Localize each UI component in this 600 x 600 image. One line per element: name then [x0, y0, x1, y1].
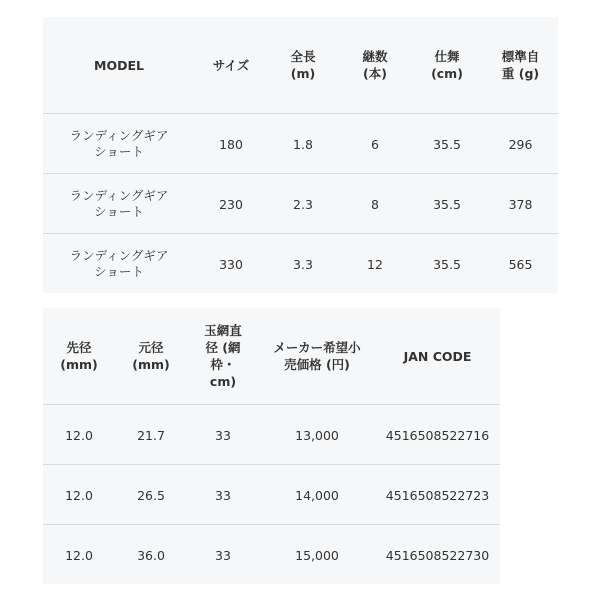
closed-length-cell: 35.5 — [433, 136, 461, 152]
model-link[interactable]: ランディングギア ショート — [69, 248, 169, 279]
table-row — [43, 404, 500, 465]
spec-table-main-header — [43, 17, 558, 113]
net-frame-cell: 33 — [215, 427, 231, 443]
weight-cell: 378 — [508, 196, 533, 212]
price-cell: 15,000 — [295, 547, 339, 563]
header-net-frame-diameter: 玉網直 径 (網 枠・ cm) — [204, 323, 242, 389]
header-pieces: 継数 (本) — [362, 49, 388, 81]
header-weight: 標準自 重 (g) — [501, 49, 540, 81]
header-size: サイズ — [212, 57, 250, 73]
table-row — [43, 113, 558, 174]
tip-diameter-cell: 12.0 — [65, 427, 93, 443]
weight-cell: 565 — [508, 256, 533, 272]
pieces-cell: 12 — [367, 256, 383, 272]
tip-diameter-cell: 12.0 — [65, 547, 93, 563]
net-frame-cell: 33 — [215, 547, 231, 563]
jan-code-cell: 4516508522730 — [385, 547, 490, 563]
size-cell: 330 — [219, 256, 243, 272]
table-row — [43, 464, 500, 525]
closed-length-cell: 35.5 — [433, 256, 461, 272]
spec-table-main — [43, 17, 558, 293]
header-butt-diameter: 元径 (mm) — [132, 340, 170, 372]
header-length: 全長 (m) — [290, 49, 316, 81]
weight-cell: 296 — [508, 136, 533, 152]
model-link[interactable]: ランディングギア ショート — [69, 188, 169, 219]
butt-diameter-cell: 36.0 — [137, 547, 165, 563]
jan-code-cell: 4516508522723 — [385, 487, 490, 503]
butt-diameter-cell: 21.7 — [137, 427, 165, 443]
pieces-cell: 6 — [371, 136, 379, 152]
header-closed-length: 仕舞 (cm) — [431, 49, 463, 81]
length-cell: 3.3 — [293, 256, 313, 272]
table-row — [43, 233, 558, 294]
header-jan-code: JAN CODE — [403, 348, 472, 364]
header-retail-price: メーカー希望小 売価格 (円) — [273, 340, 361, 372]
size-cell: 230 — [219, 196, 243, 212]
size-cell: 180 — [219, 136, 243, 152]
spec-table-detail — [43, 308, 500, 584]
length-cell: 1.8 — [293, 136, 313, 152]
closed-length-cell: 35.5 — [433, 196, 461, 212]
header-model: MODEL — [94, 57, 144, 73]
jan-code-cell: 4516508522716 — [385, 427, 490, 443]
tip-diameter-cell: 12.0 — [65, 487, 93, 503]
model-link[interactable]: ランディングギア ショート — [69, 128, 169, 159]
length-cell: 2.3 — [293, 196, 313, 212]
header-tip-diameter: 先径 (mm) — [60, 340, 98, 372]
price-cell: 14,000 — [295, 487, 339, 503]
butt-diameter-cell: 26.5 — [137, 487, 165, 503]
table-row — [43, 173, 558, 234]
pieces-cell: 8 — [371, 196, 379, 212]
price-cell: 13,000 — [295, 427, 339, 443]
net-frame-cell: 33 — [215, 487, 231, 503]
table-row — [43, 524, 500, 585]
spec-table-detail-header — [43, 308, 500, 404]
